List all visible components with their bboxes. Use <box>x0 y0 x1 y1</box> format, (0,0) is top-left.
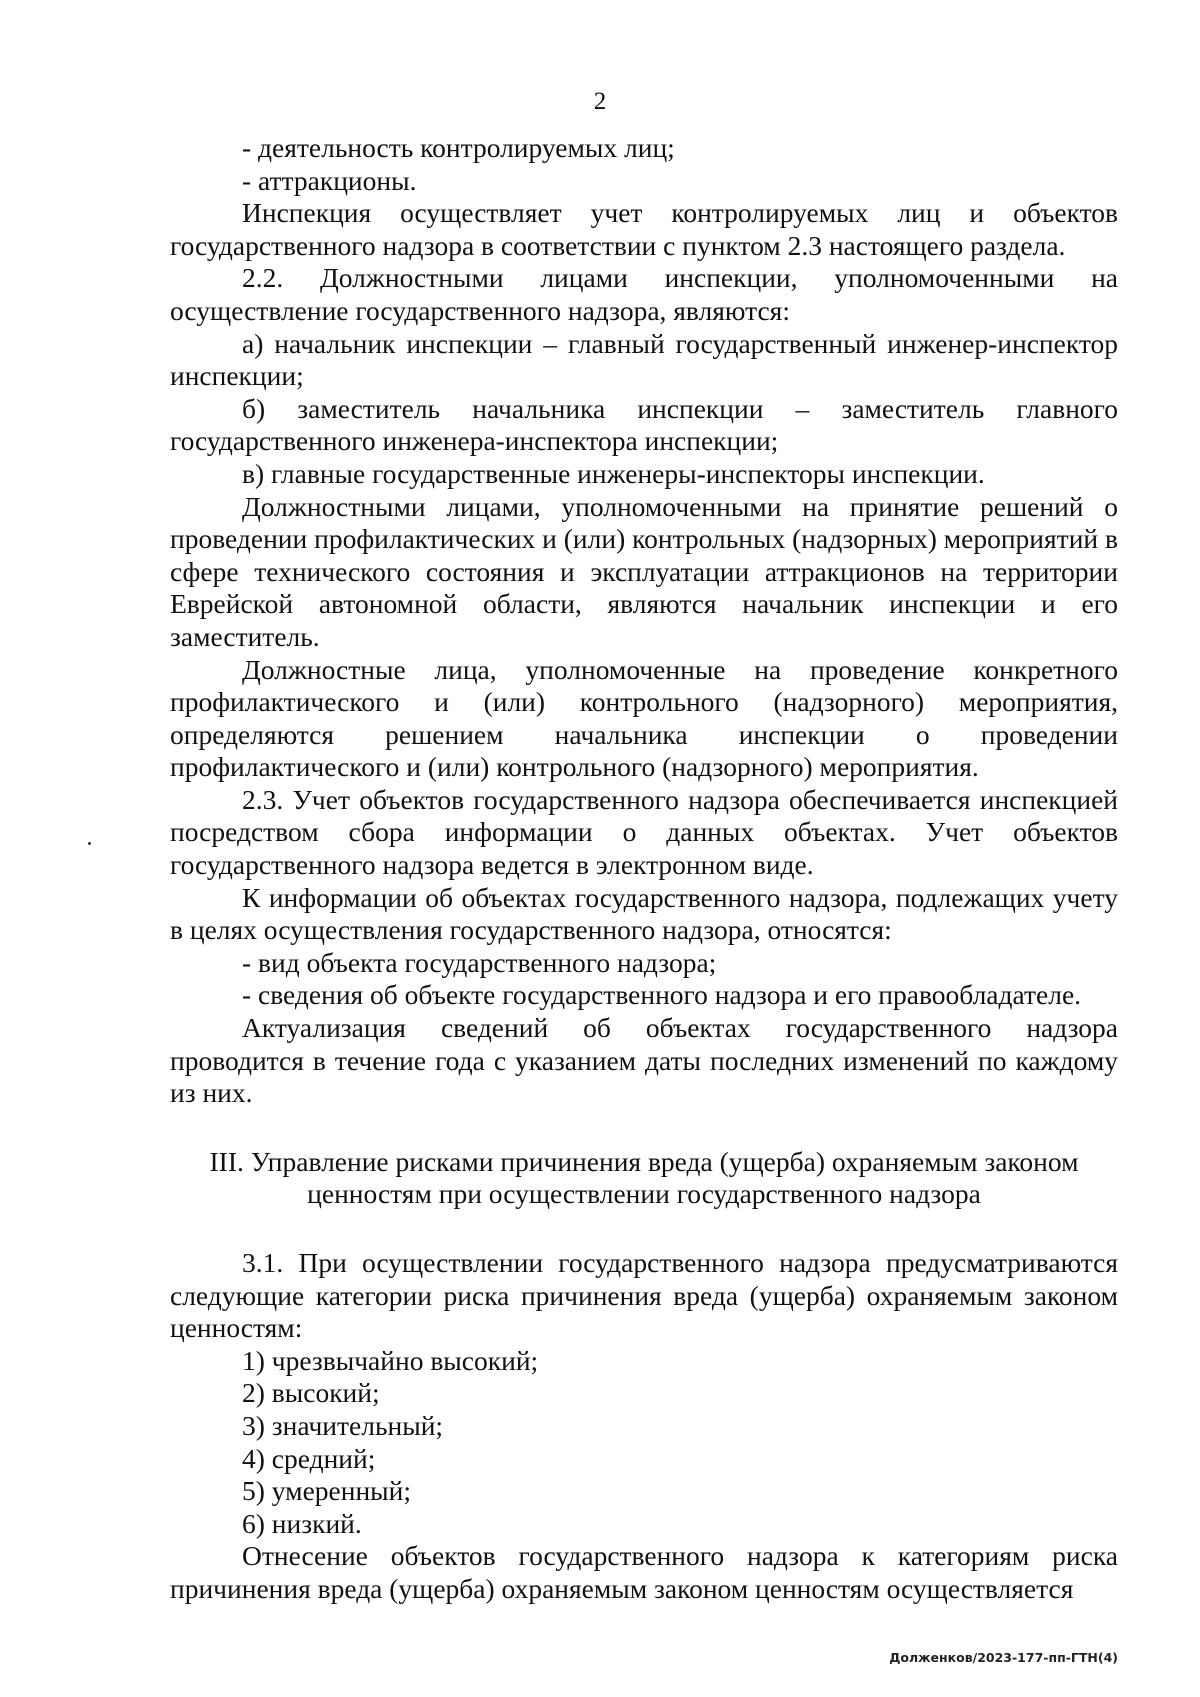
paragraph: 2.2. Должностными лицами инспекции, уполномоченными на осуществление государственного надзора, являются: <box>170 262 1118 326</box>
document-body <box>170 132 1118 1606</box>
paragraph: - аттракционы. <box>242 164 417 196</box>
section-3-content <box>170 1247 1118 1606</box>
paragraph: в) главные государственные инженеры-инспекторы инспекции. <box>242 457 985 489</box>
section-heading-line: III. Управление рисками причинения вреда (ущерба) охраняемым законом <box>209 1145 1079 1177</box>
paragraph: - сведения об объекте государственного надзора и его правообладателе. <box>242 979 1082 1011</box>
section-heading-line: ценностям при осуществлении государственного надзора <box>307 1178 981 1210</box>
paragraph: б) заместитель начальника инспекции – заместитель главного государственного инженера-инспектора инспекции; <box>170 392 1118 457</box>
risk-category-list <box>170 1345 1118 1541</box>
paragraph: Инспекция осуществляет учет контролируемых лиц и объектов государственного надзора в соответствии с пунктом 2.3 настоящего раздела. <box>170 197 1118 261</box>
list-item: 3) значительный; <box>242 1409 444 1441</box>
paragraph: 3.1. При осуществлении государственного надзора предусматриваются следующие категории риска причинения вреда (ущерба) охраняемым законом ценностям: <box>170 1247 1118 1344</box>
paragraph: - вид объекта государственного надзора; <box>242 946 717 978</box>
paragraph: 2.3. Учет объектов государственного надзора обеспечивается инспекцией посредством сбора информации о данных объектах. Учет объектов государственного надзора ведется в электронном виде. <box>170 783 1118 881</box>
page-number: 2 <box>593 88 607 115</box>
section-heading <box>170 1146 1118 1211</box>
list-item: 2) высокий; <box>242 1377 380 1409</box>
list-item: 4) средний; <box>242 1442 376 1474</box>
list-item: 5) умеренный; <box>242 1475 412 1507</box>
paragraph: Отнесение объектов государственного надзора к категориям риска причинения вреда (ущерба) охраняемым законом ценностям осуществляется <box>170 1540 1118 1604</box>
paragraph: а) начальник инспекции – главный государственный инженер-инспектор инспекции; <box>170 327 1118 392</box>
paragraph: К информации об объектах государственного надзора, подлежащих учету в целях осуществления государственного надзора, относятся: <box>170 881 1118 946</box>
document-id-stamp: Долженков/2023-177-пп-ГТН(4) <box>889 1650 1118 1665</box>
scan-artifact-dot <box>88 842 91 845</box>
paragraph: Должностными лицами, уполномоченными на принятие решений о проведении профилактических и (или) контрольных (надзорных) мероприятий в сфере технического состояния и эксплуатации аттракционов на территории Еврейской автономной области, являются начальник инспекции и его заместитель. <box>170 490 1118 652</box>
paragraph: Должностные лица, уполномоченные на проведение конкретного профилактического и (или) контрольного (надзорного) мероприятия, определяются решением начальника инспекции о проведении профилактического и (или) контрольного (надзорного) мероприятия. <box>170 653 1118 783</box>
section-2-content <box>170 132 1118 1110</box>
paragraph: Актуализация сведений об объектах государственного надзора проводится в течение года с указанием даты последних изменений по каждому из них. <box>170 1012 1118 1109</box>
list-item: 1) чрезвычайно высокий; <box>242 1344 539 1376</box>
paragraph: - деятельность контролируемых лиц; <box>242 132 675 163</box>
list-item: 6) низкий. <box>242 1507 362 1539</box>
